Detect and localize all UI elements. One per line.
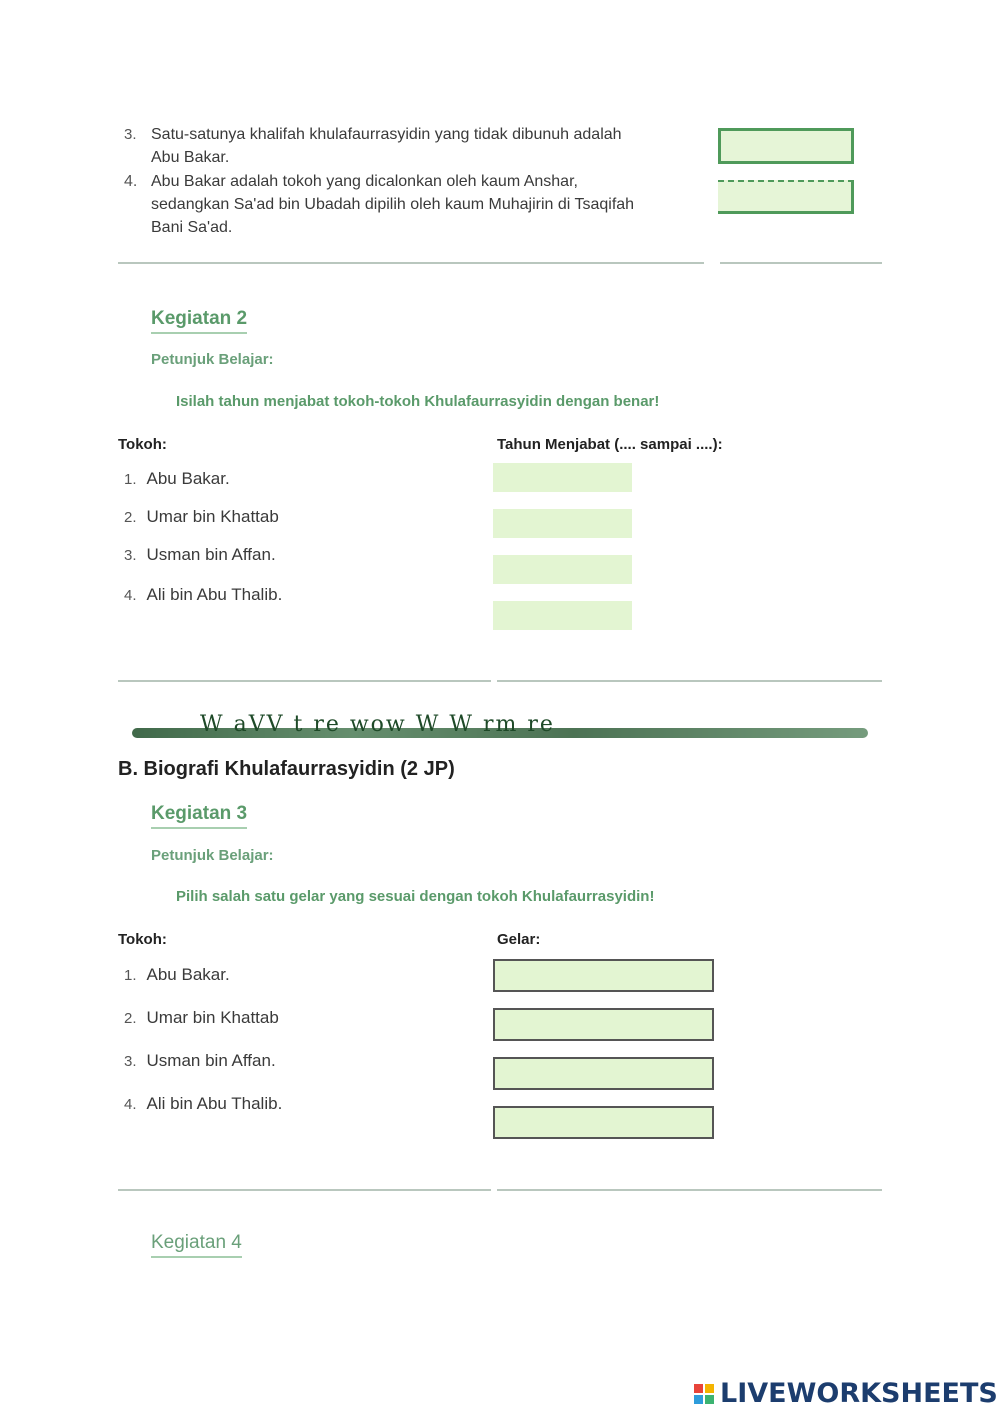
item-name: Ali bin Abu Thalib. [146,585,283,604]
divider [720,262,882,264]
kegiatan-2-item-2 [124,507,279,527]
kegiatan-3-answer-box-3[interactable] [493,1057,714,1090]
item-number: 2. [124,1010,137,1027]
kegiatan-3-answer-box-2[interactable] [493,1008,714,1041]
liveworksheets-logo [694,1378,998,1409]
logo-block [705,1384,714,1393]
kegiatan-2-title: Kegiatan 2 [151,308,247,334]
question-4-text [151,170,711,239]
question-4-line-2: sedangkan Sa'ad bin Ubadah dipilih oleh kaum Muhajirin di Tsaqifah [151,196,635,213]
kegiatan-2-petunjuk: Petunjuk Belajar: [151,351,274,368]
kegiatan-3-petunjuk: Petunjuk Belajar: [151,847,274,864]
question-4-answer-box[interactable] [718,180,854,214]
item-name: Usman bin Affan. [146,1051,276,1070]
kegiatan-2-tokoh-header: Tokoh: [118,436,167,453]
question-4-line-1: Abu Bakar adalah tokoh yang dicalonkan oleh kaum Anshar, [151,173,578,190]
item-name: Ali bin Abu Thalib. [146,1094,283,1113]
item-number: 1. [124,471,137,488]
logo-blocks-icon [694,1384,714,1404]
kegiatan-2-answer-box-2[interactable] [493,509,632,538]
kegiatan-2-item-3 [124,545,276,565]
decorative-band-text: W aVV t re wow W W rm re [200,712,555,737]
item-name: Usman bin Affan. [146,545,276,564]
item-number: 2. [124,509,137,526]
item-number: 4. [124,587,137,604]
divider [118,262,704,264]
item-name: Umar bin Khattab [146,1008,279,1027]
question-4-number: 4. [124,173,138,190]
question-4-line-3: Bani Sa'ad. [151,219,233,236]
question-3-number: 3. [124,126,137,143]
kegiatan-2-instruction: Isilah tahun menjabat tokoh-tokoh Khulafaurrasyidin dengan benar! [176,393,660,410]
kegiatan-2-tahun-header: Tahun Menjabat (.... sampai ....): [497,436,723,453]
kegiatan-2-answer-box-1[interactable] [493,463,632,492]
divider [497,680,882,682]
kegiatan-3-title: Kegiatan 3 [151,803,247,829]
question-3-line-1: Satu-satunya khalifah khulafaurrasyidin yang tidak dibunuh adalah [151,126,622,143]
item-number: 3. [124,1053,137,1070]
kegiatan-3-instruction: Pilih salah satu gelar yang sesuai dengan tokoh Khulafaurrasyidin! [176,888,655,905]
kegiatan-3-answer-box-1[interactable] [493,959,714,992]
kegiatan-2-answer-box-3[interactable] [493,555,632,584]
question-3-text [151,123,711,169]
item-name: Abu Bakar. [146,469,230,488]
kegiatan-3-gelar-header: Gelar: [497,931,541,948]
divider [118,1189,491,1191]
logo-block [705,1395,714,1404]
logo-brand-text: LIVEWORKSHEETS [720,1378,998,1409]
kegiatan-3-item-4 [124,1094,282,1114]
kegiatan-2-item-4 [124,585,282,605]
kegiatan-3-answer-box-4[interactable] [493,1106,714,1139]
question-3-line-2: Abu Bakar. [151,149,230,166]
kegiatan-3-item-3 [124,1051,276,1071]
section-b-title: B. Biografi Khulafaurrasyidin (2 JP) [118,758,455,780]
kegiatan-3-item-2 [124,1008,279,1028]
logo-block [694,1395,703,1404]
item-number: 4. [124,1096,137,1113]
kegiatan-4-title: Kegiatan 4 [151,1232,242,1258]
item-number: 3. [124,547,137,564]
divider [497,1189,882,1191]
item-name: Umar bin Khattab [146,507,279,526]
kegiatan-2-item-1 [124,469,230,489]
question-3-answer-box[interactable] [718,128,854,164]
item-name: Abu Bakar. [146,965,230,984]
logo-block [694,1384,703,1393]
divider [118,680,491,682]
kegiatan-3-item-1 [124,965,230,985]
kegiatan-2-answer-box-4[interactable] [493,601,632,630]
item-number: 1. [124,967,137,984]
kegiatan-3-tokoh-header: Tokoh: [118,931,167,948]
